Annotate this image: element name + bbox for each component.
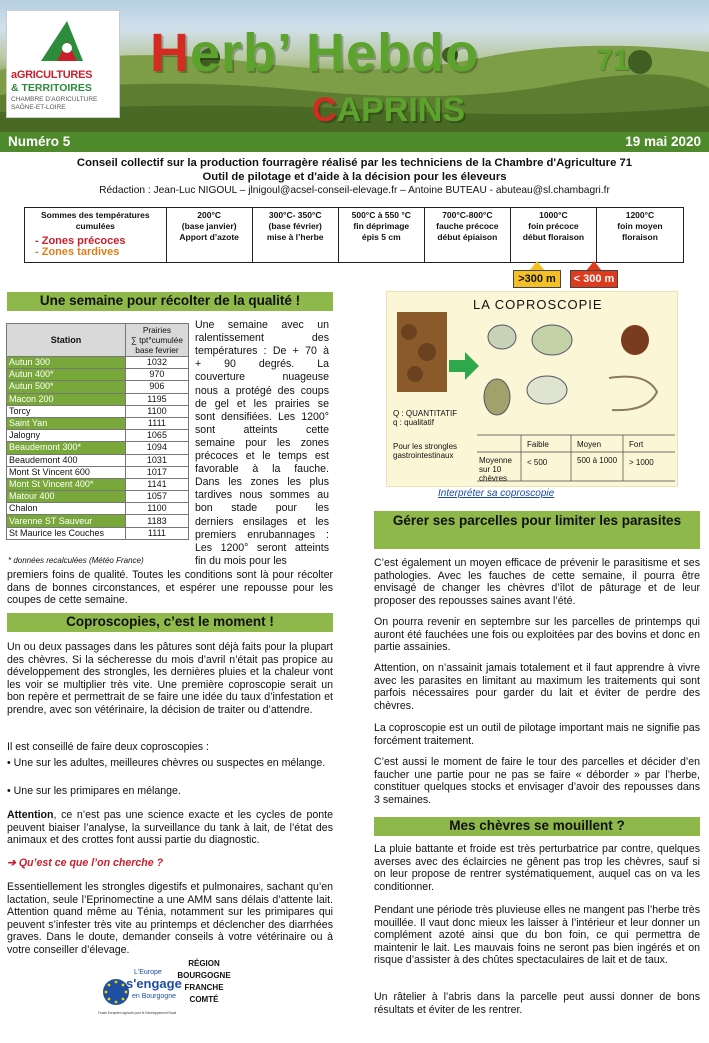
- temp-stage-cell: [597, 208, 683, 262]
- section1-line: nous a protégé des coups: [195, 384, 329, 397]
- region-bfc-logo: [174, 958, 234, 1006]
- station-value-cell: 1057: [125, 491, 188, 503]
- station-value-cell: 1195: [125, 393, 188, 405]
- logo-text-agricultures: aGRICULTURES: [11, 69, 93, 81]
- section1-line: + 90 degrés. La: [195, 358, 329, 371]
- section-title-mouillent: Mes chèvres se mouillent ?: [374, 817, 700, 836]
- th-prairies-line: base fevrier: [135, 345, 179, 355]
- station-name-cell: Varenne ST Sauveur: [7, 515, 126, 527]
- station-name-cell: Saint Yan: [7, 417, 126, 429]
- section-title-parcelles: Gérer ses parcelles pour limiter les parasites: [374, 511, 700, 549]
- header-banner: [0, 0, 709, 132]
- table-footnote: * données recalculées (Météo France): [8, 556, 144, 565]
- title-department-number: 71: [596, 44, 630, 77]
- issue-bar: [0, 132, 709, 152]
- th-prairies-line: ∑ tpt°cumulée: [130, 335, 183, 345]
- issue-date: 19 mai 2020: [625, 134, 701, 149]
- parcelles-paragraph-2: On pourra revenir en septembre sur les parcelles de printemps qui auront été fauchées une fois ou exploitées par des bovins et donc en partie assainies.: [374, 616, 700, 654]
- station-temperature-table: [6, 323, 189, 540]
- station-name-cell: Macon 200: [7, 393, 126, 405]
- section1-line: températures : De + 70 à: [195, 345, 329, 358]
- copro-paragraph-1: Un ou deux passages dans les pâtures sont déjà faits pour la plupart des chèvres. Si la sécheresse du mois d’avril n’était pas propice au développement des strongles, les dernières pluies et la chaleur vont les voir se multiplier très vite. Une première coproscopie serait un bon repère et permettrait de se faire une idée du taux d’infestation et prendre, avec son vétérinaire, la décision de traiter ou d’attendre.: [7, 641, 333, 716]
- egg-image-3: [621, 325, 649, 355]
- subtitle-initial: C: [312, 91, 337, 129]
- region-line: RÉGION: [188, 959, 220, 968]
- parcelles-paragraph-1: C’est également un moyen efficace de prévenir le parasitisme et ses pathologies. Avec les fauches de cette semaine, il pourra être envisagé de changer les chèvres d’îlot de pâturage et de leur proposer des repousses saines avant l’été.: [374, 557, 700, 607]
- station-value-cell: 1065: [125, 430, 188, 442]
- redaction-line: Rédaction : Jean-Luc NIGOUL – jlnigoul@acsel-conseil-elevage.fr – Antoine BUTEAU - abuteau@sl.chambagri.fr: [99, 185, 610, 196]
- question-heading: ➔ Qu’est ce que l’on cherche ?: [7, 857, 164, 869]
- copro-col-moyen: Moyen: [577, 440, 602, 449]
- temp-stage-action: épis 5 cm: [361, 232, 401, 242]
- temp-stage-base: (base février): [268, 221, 322, 231]
- subtitle-rest: APRINS: [336, 91, 466, 129]
- copro-col-fort: Fort: [629, 440, 644, 449]
- temp-stage-action: Apport d’azote: [179, 232, 239, 242]
- egg-image-2: [532, 325, 572, 355]
- table-row: [7, 405, 189, 417]
- station-value-cell: 906: [125, 381, 188, 393]
- temperature-stage-table: [24, 207, 684, 263]
- zone-tardives-label: - Zones tardives: [35, 246, 120, 258]
- table-row: [7, 417, 189, 429]
- temp-stage-action: floraison: [622, 232, 658, 242]
- section1-line: fin du mois pour les: [195, 554, 287, 567]
- table-row: [7, 430, 189, 442]
- temp-stage-base: fin déprimage: [353, 221, 410, 231]
- table-row: [7, 515, 189, 527]
- station-name-cell: Mont St Vincent 400*: [7, 478, 126, 490]
- parcelles-paragraph-3: Attention, on n’assainit jamais totalement et il faut apprendre à vivre avec les parasites en limitant au maximum les traitements qui sont parfois nécessaires pour garder du lait et éviter de perdre des chèvres.: [374, 662, 700, 712]
- issue-number: Numéro 5: [8, 134, 71, 149]
- station-value-cell: 1141: [125, 478, 188, 490]
- station-name-cell: Beaudemont 300*: [7, 442, 126, 454]
- section1-line: tardives nous sommes au: [195, 489, 329, 502]
- copro-figure-title: LA COPROSCOPIE: [473, 297, 603, 312]
- altitude-badge-low: < 300 m: [570, 270, 618, 288]
- temp-stage-cell: [167, 208, 253, 262]
- temp-stage-base: fauche précoce: [436, 221, 499, 231]
- temp-head-line2: cumulées: [75, 221, 115, 231]
- table-row: [7, 442, 189, 454]
- region-line: FRANCHE: [184, 983, 224, 992]
- intro-line-1: Conseil collectif sur la production fourragère réalisé par les techniciens de la Chambre d'Agriculture 71: [76, 157, 633, 169]
- table-row: [7, 454, 189, 466]
- table-header-station: Station: [7, 324, 126, 357]
- section-title-recolte: Une semaine pour récolter de la qualité !: [7, 292, 333, 311]
- station-value-cell: 1094: [125, 442, 188, 454]
- station-value-cell: 1017: [125, 466, 188, 478]
- station-name-cell: Autun 500*: [7, 381, 126, 393]
- table-row: [7, 527, 189, 539]
- table-row: [7, 369, 189, 381]
- attention-label: Attention: [7, 809, 54, 821]
- temp-table-header-cell: [25, 208, 167, 262]
- copro-bullet-1: • Une sur les adultes, meilleures chèvres ou suspectes en mélange.: [7, 757, 326, 769]
- temp-stage-base: foin précoce: [528, 221, 579, 231]
- section1-line: couverture nuageuse: [195, 371, 329, 384]
- parcelles-paragraph-4: La coproscopie est un outil de pilotage important mais ne signifie pas forcément traitement.: [374, 722, 700, 747]
- larva-image: [609, 377, 657, 411]
- station-name-cell: Beaudemont 400: [7, 454, 126, 466]
- station-name-cell: Chalon: [7, 503, 126, 515]
- section1-line: derniers ensilages et les: [195, 515, 329, 528]
- temp-stage-degrees: 1000°C: [539, 210, 568, 220]
- copro-bullet-2: • Une sur les primipares en mélange.: [7, 785, 181, 797]
- egg-image-4: [484, 379, 510, 415]
- table-header-prairies: [125, 324, 188, 357]
- station-name-cell: Torcy: [7, 405, 126, 417]
- attention-text: , ce n’est pas une science exacte et les cycles de ponte peuvent biaiser l’analyse, la surveillance du tank à lait, de l’état des animaux et des crottes font aussi partie du diagnostic.: [7, 809, 333, 847]
- temp-stage-degrees: 1200°C: [625, 210, 655, 220]
- station-value-cell: 970: [125, 369, 188, 381]
- chamber-logo-mark: [37, 17, 87, 65]
- section1-line: Dans les zones les plus: [195, 476, 329, 489]
- eu-line3: en Bourgogne: [132, 993, 176, 1000]
- mouillent-paragraph-2: Pendant une période très pluvieuse elles ne mangent pas l’herbe très mouillée. Il vaut donc mieux les laisser à l’intérieur et leur donner un complément azoté ainsi que du bon foin, ce qui permettra de maintenir le lait. Les mauvais foins ne seront pas bien ingérés et on risque d’assister à des chûtes spectaculaires de lait et de taux.: [374, 904, 700, 967]
- mouillent-paragraph-3: Un râtelier à l’abris dans la parcelle peut aussi donner de bons résultats et éviter de les rentrer.: [374, 991, 700, 1016]
- table-row: [7, 478, 189, 490]
- temp-stage-action: mise à l’herbe: [266, 232, 324, 242]
- temp-stage-degrees: 300°C- 350°C: [268, 210, 322, 220]
- table-row: [7, 491, 189, 503]
- copro-legend-small-q: q : qualitatif: [393, 418, 434, 427]
- station-name-cell: St Maurice les Couches: [7, 527, 126, 539]
- temp-stage-degrees: 200°C: [197, 210, 221, 220]
- station-value-cell: 1100: [125, 405, 188, 417]
- section1-line: premiers enrubannages :: [195, 528, 329, 541]
- newsletter-subtitle: [312, 91, 465, 130]
- region-line: BOURGOGNE: [177, 971, 231, 980]
- temp-stage-cell: [339, 208, 425, 262]
- temp-stage-base: foin moyen: [617, 221, 663, 231]
- station-value-cell: 1183: [125, 515, 188, 527]
- strongles-label: Pour les strongles gastrointestinaux: [393, 442, 458, 460]
- egg-image-1: [488, 325, 516, 349]
- coproscopie-figure: [386, 291, 678, 487]
- section1-line: de gel et les prairies se: [195, 397, 329, 410]
- copro-paragraph-4: Essentiellement les strongles digestifs et pulmonaires, sachant qu’en lactation, seule l’Eprinomectine a une AMM sans délais d’attente lait. Attention quand même au Ténia, notamment sur les primipares qui peuvent s’infester très vite au printemps et déclencher des diarrhées graves. Dans le doute, demander conseils à votre vétérinaire ou à votre conseiller d’élevage.: [7, 881, 333, 956]
- temp-stage-base: (base janvier): [181, 221, 237, 231]
- mouillent-paragraph-1: La pluie battante et froide est très perturbatrice par contre, quelques averses avec des éclaircies ne gênent pas trop les chèvres, sauf si on leur propose de rentrer systématiquement, auquel cas on va les conditionner.: [374, 843, 700, 893]
- copro-value-fort: > 1000: [629, 458, 654, 467]
- table-row: [7, 466, 189, 478]
- altitude-badge-high: >300 m: [513, 270, 561, 288]
- station-table-body: [7, 357, 189, 540]
- section1-line: Les 1200° seront atteints: [195, 541, 329, 554]
- section-title-coproscopies: Coproscopies, c’est le moment !: [7, 613, 333, 632]
- section1-line: semaine pour les zones: [195, 436, 329, 449]
- copro-attention-paragraph: [7, 809, 333, 847]
- temp-stage-action: début épiaison: [437, 232, 498, 242]
- station-value-cell: 1111: [125, 527, 188, 539]
- europe-engage-logo: [96, 962, 184, 1022]
- station-name-cell: Jalogny: [7, 430, 126, 442]
- station-name-cell: Mont St Vincent 600: [7, 466, 126, 478]
- copro-legend: [393, 409, 457, 427]
- copro-paragraph-2: Il est conseillé de faire deux coproscopies :: [7, 741, 209, 753]
- table-row: [7, 503, 189, 515]
- section1-line: ralentissement des: [195, 332, 329, 345]
- title-rest: erb’ Hebdo: [190, 23, 480, 83]
- table-row: [7, 393, 189, 405]
- temp-head-line1: Sommes des températures: [40, 210, 150, 220]
- table-row: [7, 381, 189, 393]
- station-value-cell: 1031: [125, 454, 188, 466]
- region-line: COMTÉ: [189, 995, 219, 1004]
- title-initial: H: [150, 23, 190, 83]
- intro-line-2: Outil de pilotage et d'aide à la décision pour les éleveurs: [202, 171, 507, 183]
- section1-line: bon stade pour les: [195, 502, 329, 515]
- copro-value-moyen: 500 à 1000: [577, 456, 618, 465]
- temp-stage-cell: [511, 208, 597, 262]
- copro-legend-q: Q : QUANTITATIF: [393, 409, 458, 418]
- arrow-right-icon: [449, 352, 479, 380]
- th-prairies-line: Prairies: [142, 325, 171, 335]
- newsletter-title: [150, 22, 479, 84]
- section1-line: précoces et le temps est: [195, 450, 329, 462]
- station-name-cell: Matour 400: [7, 491, 126, 503]
- temp-stage-degrees: 700°C-800°C: [442, 210, 493, 220]
- temp-stage-cell: [253, 208, 339, 262]
- logo-text-territoires: & TERRITOIRES: [11, 82, 92, 94]
- section1-line: sont atteints cette: [195, 423, 329, 436]
- station-value-cell: 1100: [125, 503, 188, 515]
- station-value-cell: 1111: [125, 417, 188, 429]
- section1-line: Une semaine avec un: [195, 319, 329, 331]
- station-name-cell: Autun 400*: [7, 369, 126, 381]
- table-row: [7, 357, 189, 369]
- temp-stage-cell: [425, 208, 511, 262]
- station-name-cell: Autun 300: [7, 357, 126, 369]
- eu-line4: Fonds Européen Agricole pour le Développement Rural: [98, 1011, 177, 1015]
- eu-line2: s'engage: [126, 976, 182, 991]
- chamber-logo: [6, 10, 120, 118]
- section1-line: sont densifiées. Les 1200°: [195, 410, 329, 423]
- eu-line1: L'Europe: [134, 969, 162, 976]
- copro-row-label: Moyenne sur 10 chèvres: [479, 456, 512, 483]
- parcelles-paragraph-5: C’est aussi le moment de faire le tour des parcelles et décider d’en faucher une partie pour ne pas se faire « déborder » par l’herbe, constituer quelques stocks et envisager d’avoir des repousses dans 3 semaines.: [374, 756, 700, 806]
- egg-image-5: [527, 376, 567, 404]
- temp-stage-degrees: 500°C à 550 °C: [351, 210, 411, 220]
- copro-col-faible: Faible: [527, 440, 549, 449]
- station-value-cell: 1032: [125, 357, 188, 369]
- logo-text-chambre: CHAMBRE D'AGRICULTURE SAÔNE-ET-LOIRE: [11, 96, 98, 111]
- copro-value-faible: < 500: [527, 458, 548, 467]
- section1-line: favorable à la fauche.: [195, 463, 329, 476]
- section1-paragraph-end: premiers foins de qualité. Toutes les conditions sont là pour récolter dans de bonnes circonstances, et espérer une repousse pour les coupes de cette semaine.: [7, 569, 333, 607]
- zone-precoces-label: - Zones précoces: [35, 235, 126, 247]
- copro-caption-link[interactable]: Interpréter sa coproscopie: [438, 488, 555, 499]
- temp-stage-action: début floraison: [522, 232, 585, 242]
